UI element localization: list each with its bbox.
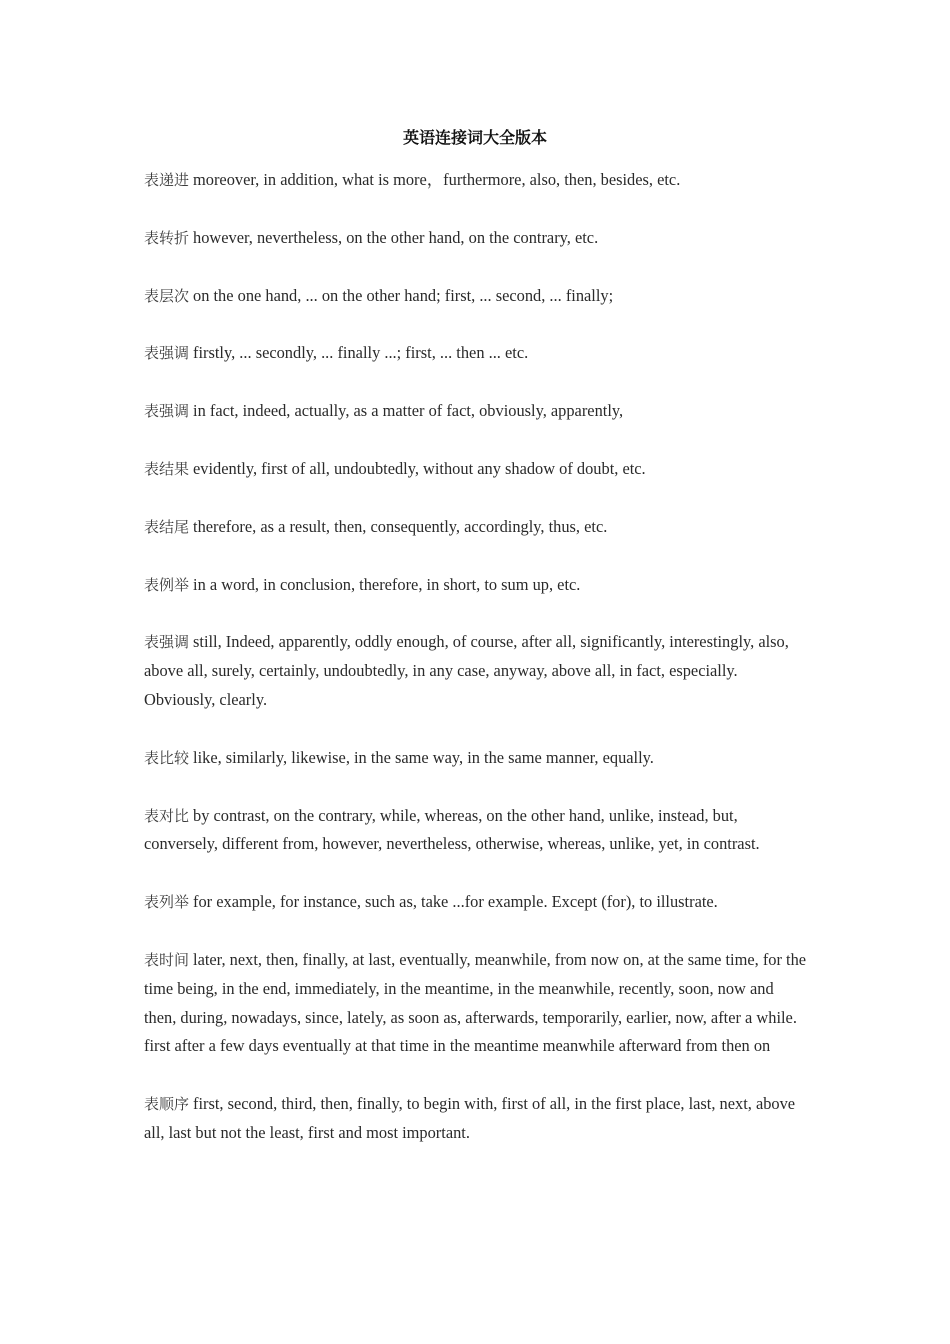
paragraph-tag: 表结尾 bbox=[144, 517, 190, 536]
paragraph-tag: 表递进 bbox=[144, 171, 190, 189]
paragraph-text: therefore, as a result, then, consequently, accordingly, thus, etc. bbox=[193, 516, 608, 536]
paragraph-text: for example, for instance, such as, take ...for example. Except (for), to illustrate. bbox=[193, 892, 718, 912]
paragraph-comparison bbox=[144, 744, 810, 773]
paragraph-text: on the one hand, ... on the other hand; first, ... second, ... finally; bbox=[193, 285, 614, 305]
paragraph-text: first, second, third, then, finally, to begin with, first of all, in the first place, last, next, above all, last but not the least, first and most important. bbox=[144, 1094, 796, 1142]
paragraph-text: by contrast, on the contrary, while, whereas, on the other hand, unlike, instead, but, conversely, different from, however, nevertheless, otherwise, whereas, unlike, yet, in contrast. bbox=[144, 805, 760, 854]
paragraph-tag: 表时间 bbox=[144, 950, 190, 969]
paragraph-time bbox=[144, 946, 810, 1061]
document-body bbox=[144, 166, 810, 1177]
paragraph-emphasis-3 bbox=[144, 628, 810, 714]
paragraph-contrast-transition bbox=[144, 224, 810, 253]
paragraph-tag: 表比较 bbox=[144, 748, 190, 767]
paragraph-text: moreover, in addition, what is more，furthermore, also, then, besides, etc. bbox=[193, 170, 681, 189]
paragraph-text: still, Indeed, apparently, oddly enough, of course, after all, significantly, interestingly, also, above all, surely, certainly, undoubtedly, in any case, anyway, above all, in fact, especially. Obviously, clearly. bbox=[144, 632, 789, 709]
paragraph-result bbox=[144, 455, 810, 484]
paragraph-tag: 表例举 bbox=[144, 575, 190, 594]
document-title: 英语连接词大全版本 bbox=[402, 128, 547, 147]
paragraph-tag: 表强调 bbox=[144, 344, 190, 363]
paragraph-tag: 表列举 bbox=[144, 893, 190, 912]
paragraph-text: in a word, in conclusion, therefore, in short, to sum up, etc. bbox=[193, 574, 581, 594]
paragraph-tag: 表对比 bbox=[144, 806, 190, 825]
paragraph-emphasis-1 bbox=[144, 339, 810, 368]
paragraph-levels bbox=[144, 282, 810, 311]
paragraph-text: evidently, first of all, undoubtedly, without any shadow of doubt, etc. bbox=[193, 458, 646, 478]
paragraph-enumeration bbox=[144, 888, 810, 917]
paragraph-text: in fact, indeed, actually, as a matter of fact, obviously, apparently, bbox=[193, 401, 624, 421]
paragraph-text: like, similarly, likewise, in the same way, in the same manner, equally. bbox=[193, 747, 654, 767]
paragraph-examples bbox=[144, 571, 810, 600]
paragraph-tag: 表顺序 bbox=[144, 1095, 190, 1114]
paragraph-emphasis-2 bbox=[144, 397, 810, 426]
paragraph-tag: 表强调 bbox=[144, 633, 190, 652]
paragraph-tag: 表层次 bbox=[144, 286, 190, 305]
paragraph-tag: 表转折 bbox=[144, 228, 190, 247]
paragraph-tag: 表结果 bbox=[144, 459, 190, 478]
paragraph-tag: 表强调 bbox=[144, 402, 190, 421]
paragraph-ending bbox=[144, 513, 810, 542]
paragraph-progression bbox=[144, 166, 810, 195]
paragraph-text: later, next, then, finally, at last, eventually, meanwhile, from now on, at the same time, for the time being, in the end, immediately, in the meantime, in the meanwhile, recently, soon, now and then, during, nowadays, since, lately, as soon as, afterwards, temporarily, earlier, now, after a while. first after a few days eventually at that time in the meantime meanwhile afterward from then on bbox=[144, 949, 807, 1056]
paragraph-sequence bbox=[144, 1090, 810, 1148]
paragraph-contrast bbox=[144, 802, 810, 860]
paragraph-text: however, nevertheless, on the other hand, on the contrary, etc. bbox=[193, 227, 599, 247]
paragraph-text: firstly, ... secondly, ... finally ...; first, ... then ... etc. bbox=[193, 343, 529, 363]
